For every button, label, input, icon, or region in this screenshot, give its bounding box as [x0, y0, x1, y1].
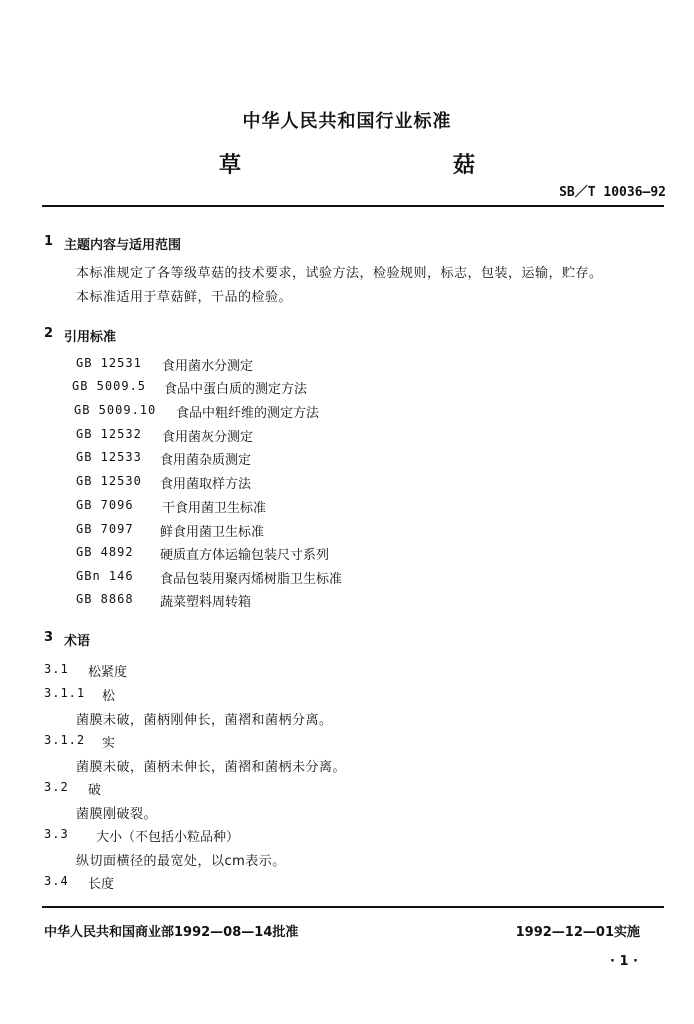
ref-code: GB 7096 — [76, 498, 134, 512]
ref-name: 鲜食用菌卫生标准 — [160, 525, 265, 540]
ref-code: GB 12531 — [76, 356, 142, 370]
ref-code: GB 5009.10 — [74, 403, 157, 417]
ref-name: 食品包装用聚丙烯树脂卫生标准 — [160, 572, 343, 587]
term-label: 长度 — [88, 877, 115, 892]
term-label: 松紧度 — [88, 665, 128, 680]
term-number: 3.1 — [44, 662, 69, 676]
ref-code: GBn 146 — [76, 569, 134, 583]
ref-code: GB 4892 — [76, 545, 134, 559]
section-1-number: 1 — [44, 234, 54, 249]
ref-name: 食品中蛋白质的测定方法 — [164, 382, 308, 397]
section-1-line-2: 本标准适用于草菇鲜，干品的检验。 — [76, 290, 293, 305]
ref-name: 干食用菌卫生标准 — [162, 501, 267, 516]
term-label: 实 — [102, 736, 116, 751]
approval-note: 中华人民共和国商业部1992—08—14批准 — [44, 925, 299, 940]
term-description: 纵切面横径的最宽处，以cm表示。 — [76, 854, 286, 869]
page-number: · 1 · — [610, 954, 638, 969]
ref-code: GB 8868 — [76, 592, 134, 606]
document-title: 草 菇 — [218, 153, 531, 178]
section-1-title: 主题内容与适用范围 — [64, 238, 182, 253]
section-3-title: 术语 — [64, 634, 91, 649]
ref-code: GB 7097 — [76, 522, 134, 536]
ref-name: 硬质直方体运输包装尺寸系列 — [160, 548, 330, 563]
ref-name: 食用菌杂质测定 — [160, 453, 252, 468]
ref-code: GB 5009.5 — [72, 379, 147, 393]
term-label: 破 — [88, 783, 102, 798]
term-number: 3.4 — [44, 874, 69, 888]
ref-name: 食用菌水分测定 — [162, 359, 254, 374]
ref-name: 食用菌取样方法 — [160, 477, 252, 492]
implementation-date: 1992—12—01实施 — [515, 925, 640, 940]
term-label: 松 — [102, 689, 116, 704]
term-number: 3.1.2 — [44, 733, 86, 747]
ref-code: GB 12530 — [76, 474, 142, 488]
section-3-number: 3 — [44, 630, 54, 645]
issuer-heading: 中华人民共和国行业标准 — [242, 111, 452, 132]
footer-rule — [42, 906, 664, 908]
ref-code: GB 12532 — [76, 427, 142, 441]
term-description: 菌膜未破，菌柄刚伸长，菌褶和菌柄分离。 — [76, 713, 333, 728]
ref-name: 食用菌灰分测定 — [162, 430, 254, 445]
section-2-title: 引用标准 — [64, 330, 117, 345]
header-rule — [42, 205, 664, 207]
section-1-line-1: 本标准规定了各等级草菇的技术要求，试验方法，检验规则，标志，包装，运输，贮存。 — [76, 266, 603, 281]
standard-code: SB／T 10036—92 — [559, 185, 666, 200]
term-description: 菌膜未破，菌柄未伸长，菌褶和菌柄未分离。 — [76, 760, 347, 775]
section-2-number: 2 — [44, 326, 54, 341]
term-number: 3.2 — [44, 780, 69, 794]
term-description: 菌膜刚破裂。 — [76, 807, 158, 822]
ref-name: 食品中粗纤维的测定方法 — [176, 406, 320, 421]
ref-code: GB 12533 — [76, 450, 142, 464]
term-label: 大小（不包括小粒品种） — [96, 830, 240, 845]
term-number: 3.1.1 — [44, 686, 86, 700]
ref-name: 蔬菜塑料周转箱 — [160, 595, 252, 610]
term-number: 3.3 — [44, 827, 69, 841]
